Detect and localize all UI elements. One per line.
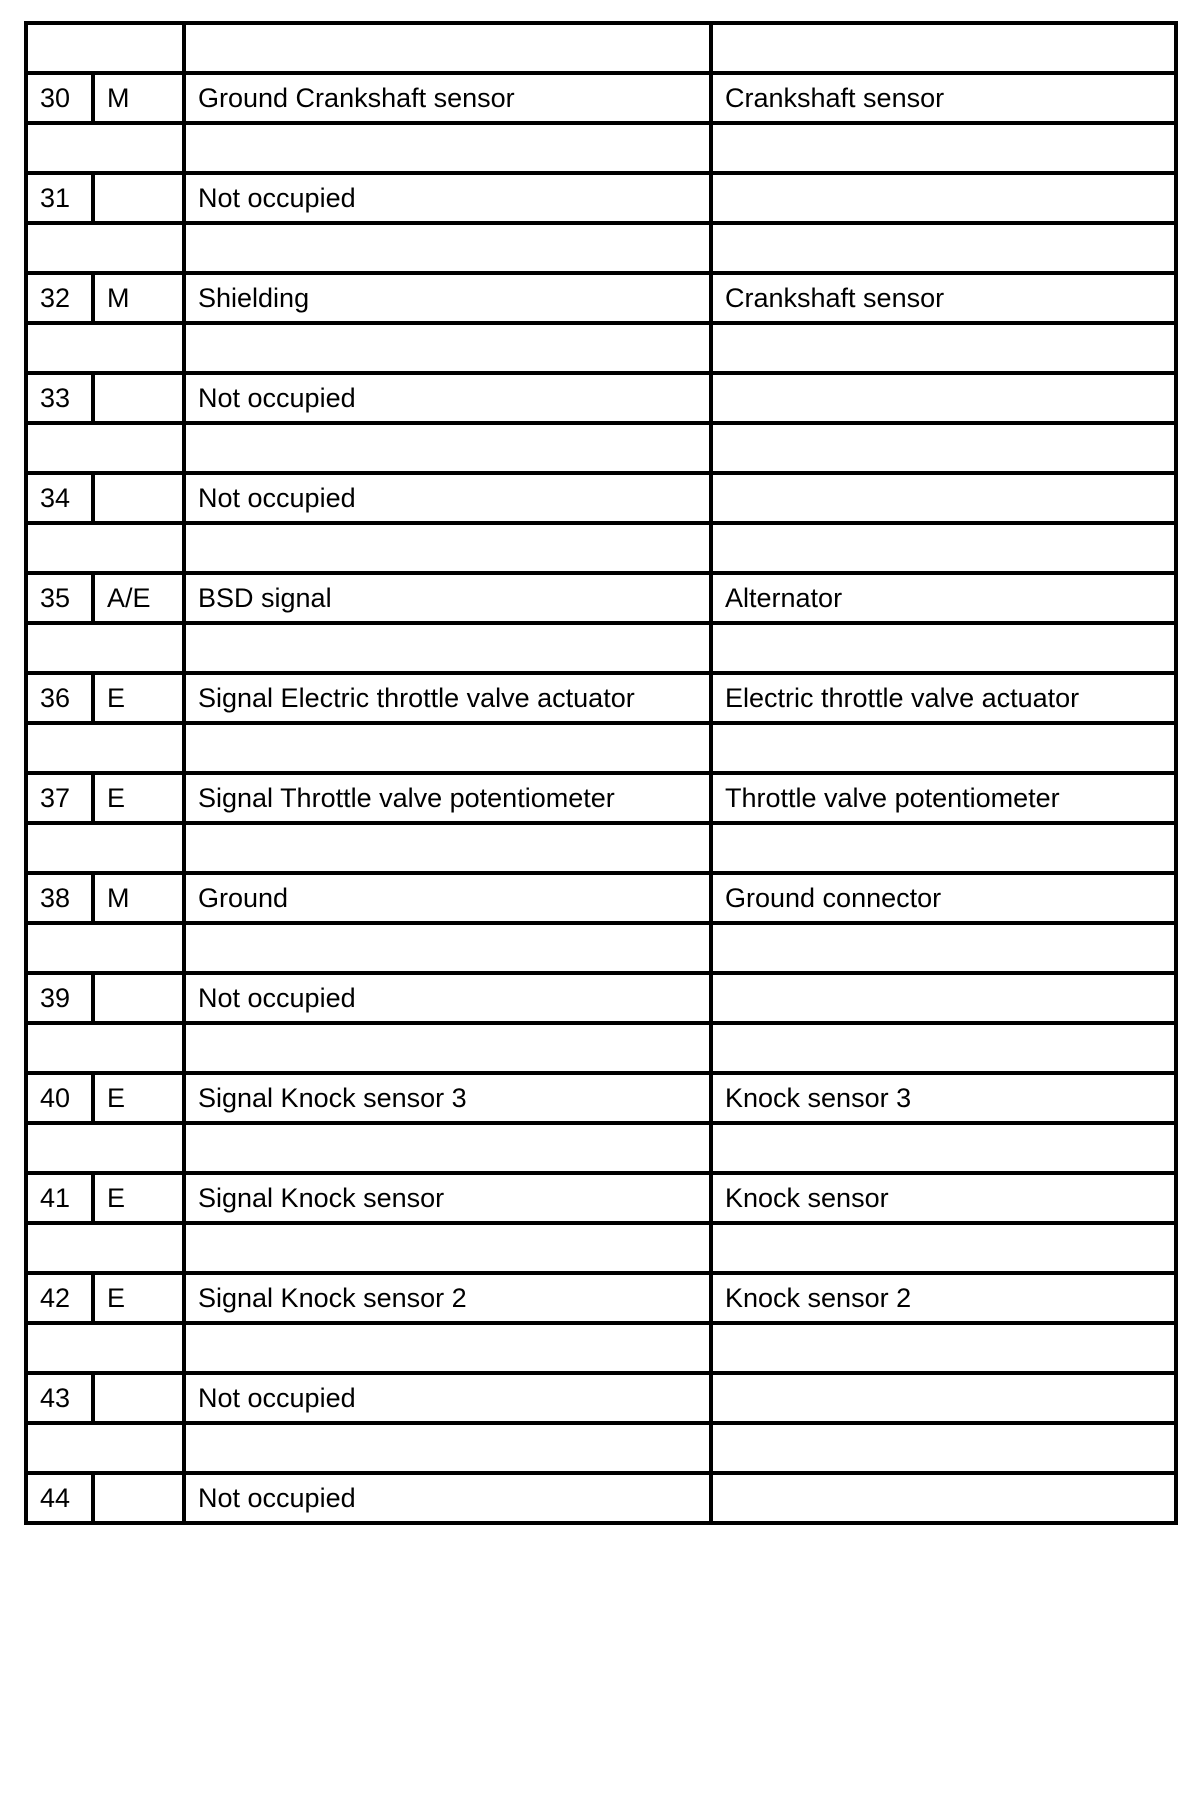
- table-row: [26, 1473, 1176, 1523]
- pin-number-cell: 42: [26, 1273, 93, 1323]
- spacer-cell-component: [711, 623, 1176, 673]
- spacer-row: [26, 923, 1176, 973]
- signal-description-cell: Signal Throttle valve potentiometer: [184, 773, 711, 823]
- pin-number-cell: 31: [26, 173, 93, 223]
- component-cell: [711, 973, 1176, 1023]
- pin-table-body: [26, 23, 1176, 1523]
- pin-type-cell: M: [93, 873, 184, 923]
- spacer-cell-pin: [26, 1223, 184, 1273]
- pin-number-cell: 41: [26, 1173, 93, 1223]
- spacer-cell-pin: [26, 223, 184, 273]
- signal-description-cell: BSD signal: [184, 573, 711, 623]
- pin-number-cell: 32: [26, 273, 93, 323]
- spacer-cell-component: [711, 1123, 1176, 1173]
- pin-type-cell: M: [93, 73, 184, 123]
- pin-number-cell: 38: [26, 873, 93, 923]
- spacer-cell-description: [184, 1223, 711, 1273]
- spacer-cell-component: [711, 123, 1176, 173]
- component-cell: [711, 1473, 1176, 1523]
- pin-number-cell: 40: [26, 1073, 93, 1123]
- pin-type-cell: [93, 173, 184, 223]
- spacer-row: [26, 323, 1176, 373]
- spacer-row: [26, 623, 1176, 673]
- spacer-cell-component: [711, 1423, 1176, 1473]
- spacer-cell-pin: [26, 1023, 184, 1073]
- spacer-cell-pin: [26, 323, 184, 373]
- spacer-cell-component: [711, 723, 1176, 773]
- signal-description-cell: Not occupied: [184, 173, 711, 223]
- pin-number-cell: 35: [26, 573, 93, 623]
- spacer-cell-component: [711, 23, 1176, 73]
- table-row: [26, 1273, 1176, 1323]
- spacer-row: [26, 223, 1176, 273]
- spacer-cell-pin: [26, 123, 184, 173]
- component-cell: Throttle valve potentiometer: [711, 773, 1176, 823]
- signal-description-cell: Signal Electric throttle valve actuator: [184, 673, 711, 723]
- spacer-cell-pin: [26, 1123, 184, 1173]
- spacer-cell-description: [184, 123, 711, 173]
- component-cell: Knock sensor 2: [711, 1273, 1176, 1323]
- component-cell: Crankshaft sensor: [711, 273, 1176, 323]
- table-row: [26, 373, 1176, 423]
- table-row: [26, 273, 1176, 323]
- pin-type-cell: M: [93, 273, 184, 323]
- component-cell: Electric throttle valve actuator: [711, 673, 1176, 723]
- spacer-cell-description: [184, 1023, 711, 1073]
- component-cell: Crankshaft sensor: [711, 73, 1176, 123]
- signal-description-cell: Not occupied: [184, 373, 711, 423]
- pin-type-cell: A/E: [93, 573, 184, 623]
- spacer-row: [26, 1323, 1176, 1373]
- component-cell: [711, 373, 1176, 423]
- spacer-cell-pin: [26, 723, 184, 773]
- table-row: [26, 673, 1176, 723]
- spacer-cell-component: [711, 323, 1176, 373]
- component-cell: Alternator: [711, 573, 1176, 623]
- signal-description-cell: Ground: [184, 873, 711, 923]
- signal-description-cell: Shielding: [184, 273, 711, 323]
- pin-type-cell: [93, 973, 184, 1023]
- pin-type-cell: [93, 473, 184, 523]
- spacer-cell-pin: [26, 23, 184, 73]
- pin-type-cell: E: [93, 1173, 184, 1223]
- spacer-row: [26, 23, 1176, 73]
- table-row: [26, 73, 1176, 123]
- spacer-cell-component: [711, 823, 1176, 873]
- spacer-cell-description: [184, 1123, 711, 1173]
- pin-number-cell: 30: [26, 73, 93, 123]
- pin-type-cell: [93, 1473, 184, 1523]
- spacer-cell-description: [184, 523, 711, 573]
- spacer-row: [26, 723, 1176, 773]
- component-cell: Knock sensor: [711, 1173, 1176, 1223]
- pin-type-cell: E: [93, 1273, 184, 1323]
- spacer-cell-description: [184, 323, 711, 373]
- spacer-cell-pin: [26, 523, 184, 573]
- spacer-cell-pin: [26, 623, 184, 673]
- signal-description-cell: Ground Crankshaft sensor: [184, 73, 711, 123]
- table-row: [26, 473, 1176, 523]
- spacer-row: [26, 123, 1176, 173]
- component-cell: [711, 173, 1176, 223]
- table-row: [26, 773, 1176, 823]
- spacer-cell-description: [184, 1423, 711, 1473]
- table-row: [26, 573, 1176, 623]
- pin-number-cell: 34: [26, 473, 93, 523]
- spacer-cell-component: [711, 423, 1176, 473]
- component-cell: Knock sensor 3: [711, 1073, 1176, 1123]
- spacer-cell-component: [711, 223, 1176, 273]
- spacer-cell-pin: [26, 823, 184, 873]
- pin-type-cell: E: [93, 673, 184, 723]
- spacer-cell-description: [184, 723, 711, 773]
- pin-number-cell: 44: [26, 1473, 93, 1523]
- table-row: [26, 1173, 1176, 1223]
- pin-type-cell: [93, 1373, 184, 1423]
- spacer-row: [26, 423, 1176, 473]
- pin-number-cell: 36: [26, 673, 93, 723]
- spacer-cell-description: [184, 23, 711, 73]
- table-row: [26, 1373, 1176, 1423]
- pin-type-cell: E: [93, 773, 184, 823]
- component-cell: [711, 473, 1176, 523]
- signal-description-cell: Not occupied: [184, 1473, 711, 1523]
- table-row: [26, 173, 1176, 223]
- signal-description-cell: Not occupied: [184, 1373, 711, 1423]
- spacer-cell-pin: [26, 1323, 184, 1373]
- pin-type-cell: E: [93, 1073, 184, 1123]
- spacer-cell-component: [711, 523, 1176, 573]
- spacer-cell-pin: [26, 923, 184, 973]
- signal-description-cell: Signal Knock sensor 2: [184, 1273, 711, 1323]
- spacer-cell-component: [711, 1323, 1176, 1373]
- table-row: [26, 973, 1176, 1023]
- pin-type-cell: [93, 373, 184, 423]
- spacer-cell-component: [711, 1023, 1176, 1073]
- component-cell: [711, 1373, 1176, 1423]
- spacer-cell-pin: [26, 423, 184, 473]
- pin-number-cell: 39: [26, 973, 93, 1023]
- spacer-cell-description: [184, 1323, 711, 1373]
- spacer-cell-component: [711, 923, 1176, 973]
- signal-description-cell: Signal Knock sensor 3: [184, 1073, 711, 1123]
- table-row: [26, 1073, 1176, 1123]
- spacer-cell-description: [184, 223, 711, 273]
- signal-description-cell: Not occupied: [184, 473, 711, 523]
- spacer-row: [26, 523, 1176, 573]
- pin-number-cell: 43: [26, 1373, 93, 1423]
- table-row: [26, 873, 1176, 923]
- spacer-cell-component: [711, 1223, 1176, 1273]
- component-cell: Ground connector: [711, 873, 1176, 923]
- spacer-cell-description: [184, 623, 711, 673]
- spacer-row: [26, 1423, 1176, 1473]
- spacer-row: [26, 1023, 1176, 1073]
- signal-description-cell: Not occupied: [184, 973, 711, 1023]
- pin-assignment-table: [24, 21, 1178, 1525]
- spacer-row: [26, 1123, 1176, 1173]
- spacer-cell-description: [184, 423, 711, 473]
- pin-number-cell: 33: [26, 373, 93, 423]
- spacer-cell-description: [184, 823, 711, 873]
- spacer-row: [26, 1223, 1176, 1273]
- spacer-cell-pin: [26, 1423, 184, 1473]
- signal-description-cell: Signal Knock sensor: [184, 1173, 711, 1223]
- spacer-cell-description: [184, 923, 711, 973]
- pin-number-cell: 37: [26, 773, 93, 823]
- spacer-row: [26, 823, 1176, 873]
